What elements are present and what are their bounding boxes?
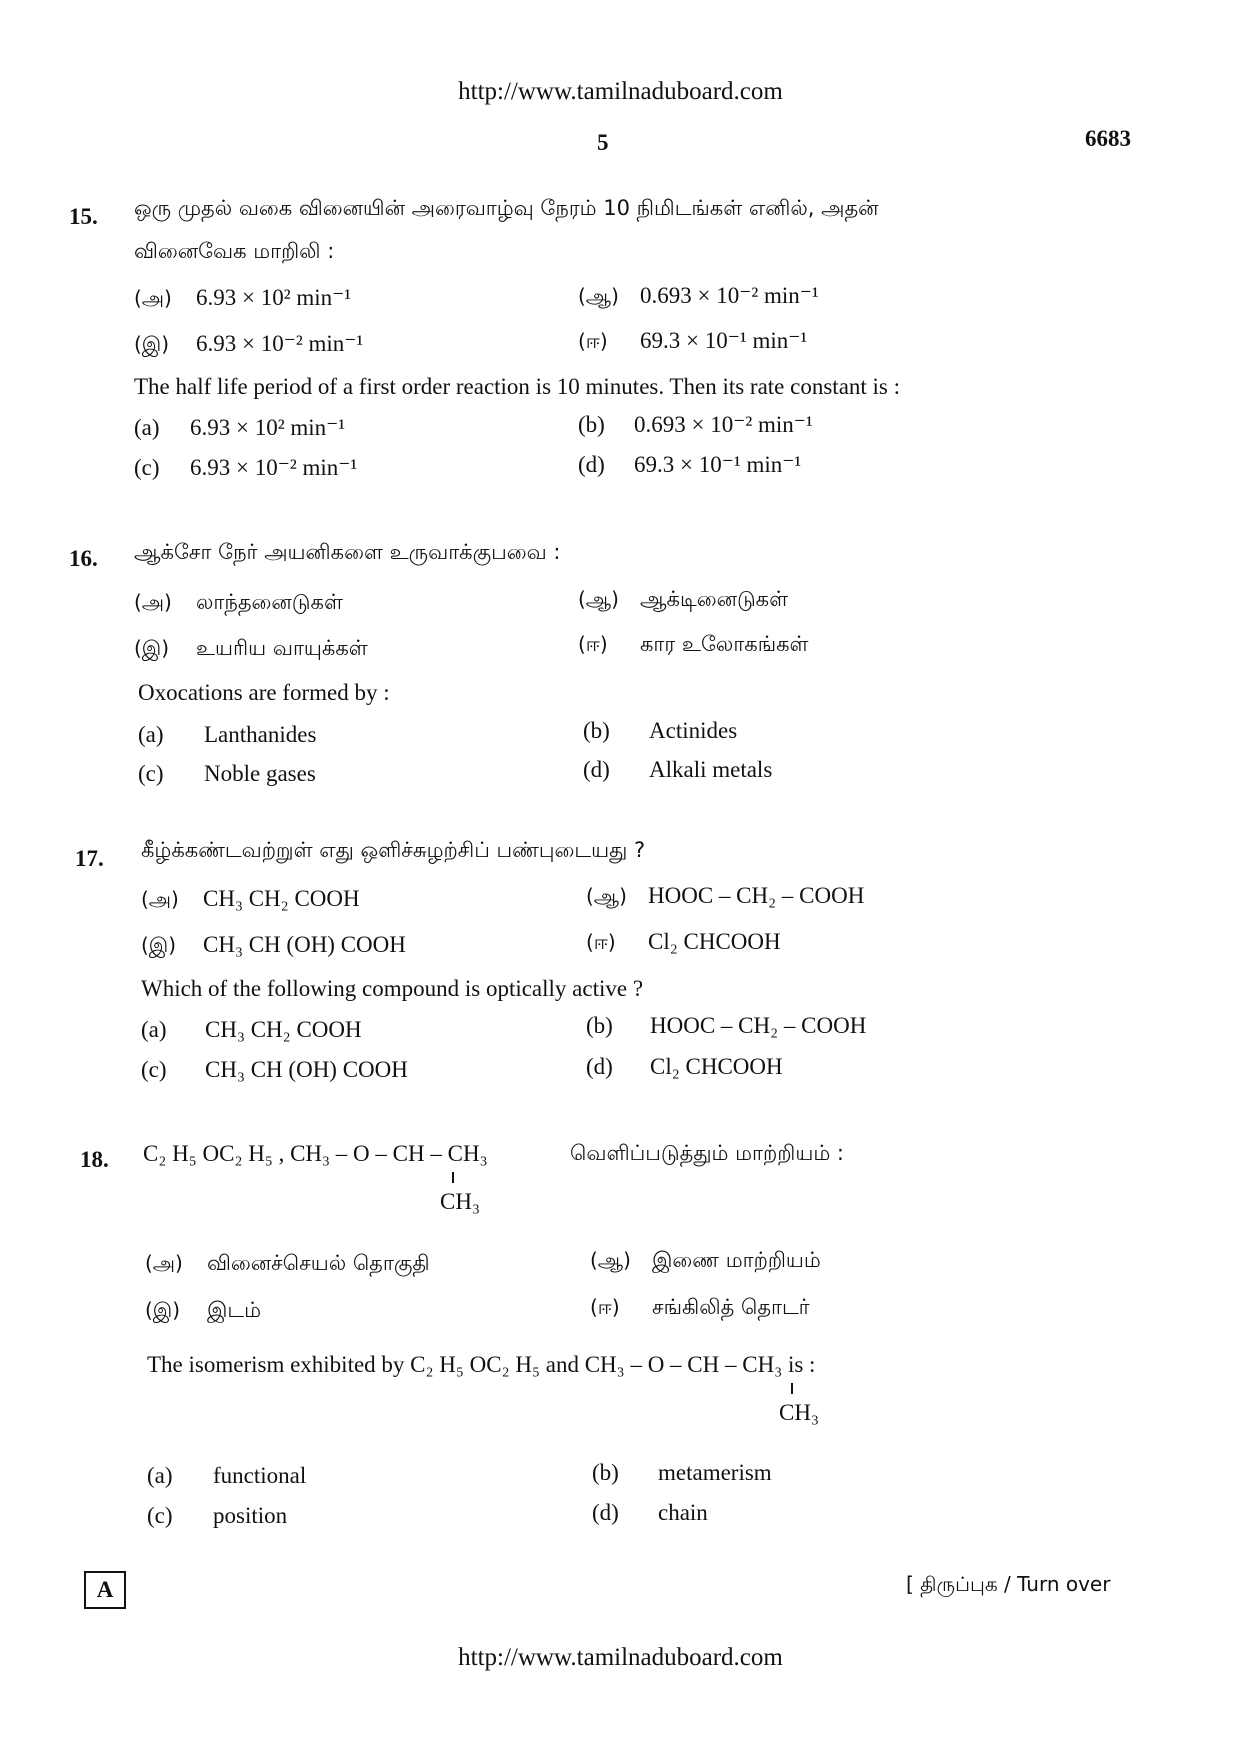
option-text: CH₃ CH₂ COOH	[205, 1017, 362, 1042]
option-label: (d)	[578, 452, 605, 477]
q17-tamil-question: கீழ்க்கண்டவற்றுள் எது ஒளிச்சுழற்சிப் பண்புடையது ?	[141, 838, 646, 862]
option-label: (b)	[578, 412, 605, 437]
option-label: (அ)	[141, 887, 179, 911]
option-text: 6.93 × 10⁻² min⁻¹	[190, 455, 358, 480]
q16-english-option-a[interactable]	[138, 722, 316, 748]
option-text: Alkali metals	[649, 757, 773, 782]
option-text: position	[213, 1503, 288, 1528]
option-label: (b)	[583, 718, 610, 743]
option-text: 6.93 × 10⁻² min⁻¹	[196, 331, 364, 356]
option-text: 69.3 × 10⁻¹ min⁻¹	[640, 328, 808, 353]
option-label: (ஈ)	[586, 930, 616, 954]
q18-english-question: The isomerism exhibited by C₂ H₅ OC₂ H₅ and CH₃ – O – CH – CH₃ is :	[147, 1352, 816, 1377]
option-text: இணை மாற்றியம்	[652, 1248, 821, 1272]
q15-tamil-option-c[interactable]	[134, 331, 363, 359]
q16-english-option-d[interactable]	[583, 757, 772, 783]
option-text: ஆக்டினைடுகள்	[640, 587, 789, 611]
option-text: உயரிய வாயுக்கள்	[196, 636, 368, 660]
turn-over-label: [ திருப்புக / Turn over	[906, 1572, 1111, 1596]
option-text: CH₃ CH₂ COOH	[203, 886, 360, 911]
option-label: (இ)	[141, 933, 177, 957]
option-text: வினைச்செயல் தொகுதி	[207, 1251, 430, 1275]
q18-english-option-c[interactable]	[147, 1503, 287, 1529]
option-text: 0.693 × 10⁻² min⁻¹	[634, 412, 813, 437]
q16-number: 16.	[69, 546, 98, 571]
q16-tamil-option-c[interactable]	[134, 636, 368, 663]
q17-english-option-c[interactable]	[141, 1057, 408, 1083]
option-text: CH₃ CH (OH) COOH	[205, 1057, 408, 1082]
branch-bond	[452, 1172, 454, 1183]
header-url[interactable]: http://www.tamilnaduboard.com	[458, 78, 783, 105]
option-label: (ஈ)	[578, 632, 608, 656]
option-text: 0.693 × 10⁻² min⁻¹	[640, 283, 819, 308]
option-label: (ஆ)	[578, 587, 619, 611]
option-text: chain	[658, 1500, 708, 1525]
q16-english-option-b[interactable]	[583, 718, 737, 744]
option-text: Noble gases	[204, 761, 316, 786]
option-text: கார உலோகங்கள்	[640, 632, 809, 656]
q16-tamil-option-d[interactable]	[578, 632, 809, 659]
option-text: HOOC – CH₂ – COOH	[648, 883, 865, 908]
q16-tamil-option-b[interactable]	[578, 587, 788, 614]
option-label: (இ)	[134, 636, 170, 660]
option-text: Actinides	[649, 718, 738, 743]
booklet-type-box: A	[84, 1571, 126, 1609]
option-label: (ஈ)	[578, 329, 608, 353]
option-label: (ஆ)	[586, 884, 627, 908]
option-text: Cl₂ CHCOOH	[648, 929, 781, 954]
q18-english-option-d[interactable]	[592, 1500, 708, 1526]
option-label: (b)	[586, 1013, 613, 1038]
option-text: HOOC – CH₂ – COOH	[650, 1013, 867, 1038]
option-text: 6.93 × 10² min⁻¹	[196, 285, 352, 310]
q16-english-question: Oxocations are formed by :	[138, 680, 390, 705]
option-label: (a)	[134, 415, 160, 440]
option-label: (b)	[592, 1460, 619, 1485]
option-text: சங்கிலித் தொடர்	[652, 1295, 810, 1319]
option-label: (d)	[586, 1054, 613, 1079]
option-text: இடம்	[207, 1298, 262, 1322]
option-label: (c)	[141, 1057, 167, 1082]
q16-tamil-question: ஆக்சோ நேர் அயனிகளை உருவாக்குபவை :	[134, 540, 561, 564]
footer-url[interactable]: http://www.tamilnaduboard.com	[458, 1644, 783, 1671]
option-label: (ஈ)	[590, 1295, 620, 1319]
q18-formula: C₂ H₅ OC₂ H₅ , CH₃ – O – CH – CH₃	[143, 1141, 488, 1166]
q18-number: 18.	[80, 1147, 109, 1172]
q15-tamil-line2: வினைவேக மாறிலி :	[134, 239, 335, 263]
q17-tamil-option-a[interactable]	[141, 886, 360, 914]
q17-english-option-a[interactable]	[141, 1017, 362, 1043]
q17-tamil-option-c[interactable]	[141, 932, 406, 960]
q15-tamil-option-d[interactable]	[578, 328, 807, 356]
q15-english-question: The half life period of a first order reaction is 10 minutes. Then its rate constant is :	[134, 374, 901, 399]
q15-tamil-option-a[interactable]	[134, 285, 351, 313]
q17-tamil-option-b[interactable]	[586, 883, 864, 911]
q15-english-option-d[interactable]	[578, 452, 801, 478]
q15-number: 15.	[69, 204, 98, 229]
option-text: Cl₂ CHCOOH	[650, 1054, 783, 1079]
option-label: (d)	[592, 1500, 619, 1525]
option-label: (இ)	[145, 1298, 181, 1322]
q18-tamil-option-a[interactable]	[145, 1251, 430, 1278]
q15-english-option-c[interactable]	[134, 455, 357, 481]
option-label: (a)	[138, 722, 164, 747]
q17-english-question: Which of the following compound is optically active ?	[141, 976, 644, 1001]
option-label: (ஆ)	[590, 1248, 631, 1272]
option-label: (a)	[147, 1463, 173, 1488]
q18-tamil-option-d[interactable]	[590, 1295, 810, 1322]
option-label: (ஆ)	[578, 284, 619, 308]
q18-english-option-b[interactable]	[592, 1460, 772, 1486]
q17-tamil-option-d[interactable]	[586, 929, 781, 957]
option-text: functional	[213, 1463, 307, 1488]
branch-bond	[791, 1383, 793, 1394]
option-label: (இ)	[134, 332, 170, 356]
q15-english-option-b[interactable]	[578, 412, 813, 438]
option-text: லாந்தனைடுகள்	[196, 590, 343, 614]
option-label: (c)	[134, 455, 160, 480]
option-label: (a)	[141, 1017, 167, 1042]
paper-code: 6683	[1085, 126, 1131, 151]
option-label: (அ)	[134, 590, 172, 614]
option-label: (அ)	[134, 286, 172, 310]
q17-number: 17.	[75, 846, 104, 871]
option-label: (c)	[147, 1503, 173, 1528]
q18-tamil-question: வெளிப்படுத்தும் மாற்றியம் :	[570, 1141, 845, 1165]
option-label: (c)	[138, 761, 164, 786]
q18-branch-ch3: CH₃	[440, 1189, 480, 1214]
q18-english-option-a[interactable]	[147, 1463, 306, 1489]
q15-english-option-a[interactable]	[134, 415, 345, 441]
q17-english-option-b[interactable]	[586, 1013, 866, 1039]
q15-tamil-line1: ஒரு முதல் வகை வினையின் அரைவாழ்வு நேரம் 10 நிமிடங்கள் எனில், அதன்	[134, 196, 879, 220]
q18-tamil-option-c[interactable]	[145, 1298, 261, 1325]
q18-tamil-option-b[interactable]	[590, 1248, 821, 1275]
q15-tamil-option-b[interactable]	[578, 283, 819, 311]
option-text: 69.3 × 10⁻¹ min⁻¹	[634, 452, 802, 477]
option-label: (d)	[583, 757, 610, 782]
q17-english-option-d[interactable]	[586, 1054, 783, 1080]
option-text: Lanthanides	[204, 722, 317, 747]
q18-english-branch-ch3: CH₃	[779, 1400, 819, 1425]
option-text: metamerism	[658, 1460, 772, 1485]
q16-tamil-option-a[interactable]	[134, 590, 343, 617]
option-label: (அ)	[145, 1251, 183, 1275]
page-number: 5	[597, 130, 609, 155]
option-text: 6.93 × 10² min⁻¹	[190, 415, 346, 440]
q16-english-option-c[interactable]	[138, 761, 316, 787]
option-text: CH₃ CH (OH) COOH	[203, 932, 406, 957]
